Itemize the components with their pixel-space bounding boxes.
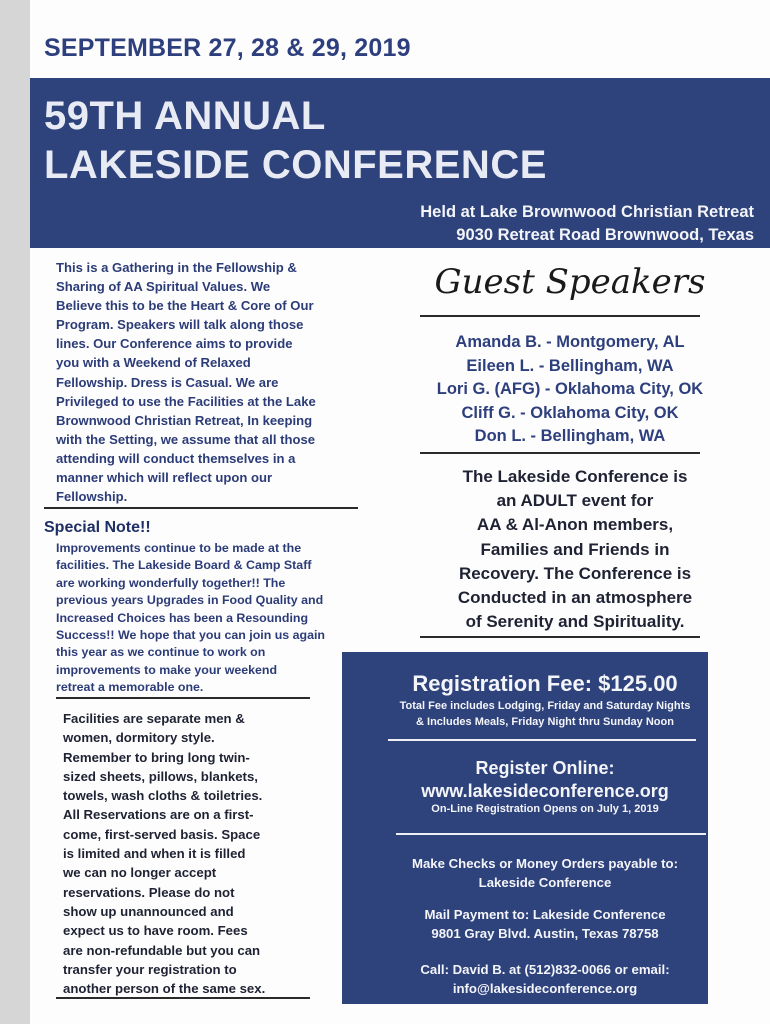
intro-line: This is a Gathering in the Fellowship & [56, 260, 297, 275]
checks-line: Lakeside Conference [478, 874, 612, 890]
divider [44, 507, 358, 509]
note-line: Increased Choices has been a Resounding [56, 610, 309, 625]
online-opens-date: On-Line Registration Opens on July 1, 2019 [431, 803, 659, 815]
facilities-line: All Reservations are on a first- [63, 807, 254, 823]
mail-line: Mail Payment to: Lakeside Conference [424, 907, 666, 922]
note-line: are working wonderfully together!! The [56, 575, 286, 590]
facilities-line: towels, wash cloths & toiletries. [63, 788, 263, 804]
speaker-item: Amanda B. - Montgomery, AL [455, 333, 685, 351]
note-line: Success!! We hope that you can join us again [56, 628, 325, 643]
fee-detail-line: & Includes Meals, Friday Night thru Sunday Noon [416, 715, 674, 728]
speaker-item: Lori G. (AFG) - Oklahoma City, OK [436, 380, 704, 398]
mail-line: 9801 Gray Blvd. Austin, Texas 78758 [431, 925, 659, 941]
call-line: Call: David B. at (512)832-0066 or email: [420, 962, 670, 977]
venue-address: 9030 Retreat Road Brownwood, Texas [456, 226, 754, 244]
speaker-item: Don L. - Bellingham, WA [474, 427, 666, 445]
adult-line: The Lakeside Conference is [462, 467, 688, 486]
fee-details [342, 699, 748, 730]
intro-line: Fellowship. [56, 489, 128, 505]
speaker-item: Eileen L. - Bellingham, WA [466, 356, 674, 375]
facilities-line: are non-refundable but you can [63, 942, 261, 958]
intro-line: Program. Speakers will talk along those [56, 317, 304, 333]
facilities-line: expect us to have room. Fees [63, 923, 248, 939]
speaker-list [400, 331, 740, 449]
adult-line: Conducted in an atmosphere [457, 588, 693, 608]
register-online-heading: Register Online: [475, 758, 615, 778]
facilities-line: sized sheets, pillows, blankets, [63, 768, 258, 784]
checks-info [342, 855, 748, 893]
registration-fee: Registration Fee: $125.00 [412, 671, 678, 696]
adult-line: AA & Al-Anon members, [476, 515, 674, 535]
divider [420, 452, 700, 454]
divider [396, 833, 706, 835]
adult-line: of Serenity and Spirituality. [465, 612, 685, 632]
facilities-line: transfer your registration to [63, 961, 237, 977]
speaker-item: Cliff G. - Oklahoma City, OK [461, 403, 679, 422]
intro-line: Sharing of AA Spiritual Values. We [56, 279, 271, 295]
note-line: previous years Upgrades in Food Quality and [56, 593, 324, 608]
event-dates: SEPTEMBER 27, 28 & 29, 2019 [44, 34, 411, 62]
facilities-line: show up unannounced and [63, 903, 234, 919]
facilities-line: come, first-served basis. Space [63, 826, 261, 842]
registration-url-link[interactable]: www.lakesideconference.org [421, 781, 669, 801]
adult-line: Families and Friends in [480, 539, 670, 559]
divider [420, 315, 700, 317]
intro-line: Fellowship. Dress is Casual. We are [56, 374, 279, 390]
scan-edge [0, 0, 30, 1024]
facilities-line: reservations. Please do not [63, 884, 235, 900]
note-line: this year as we continue to work on [56, 645, 266, 660]
note-line: improvements to make your weekend [56, 662, 278, 677]
checks-line: Make Checks or Money Orders payable to: [411, 856, 679, 871]
facilities-line: is limited and when it is filled [63, 846, 246, 862]
title-line-2: LAKESIDE CONFERENCE [44, 143, 547, 187]
email-link[interactable]: info@lakesideconference.org [452, 980, 638, 996]
note-line: facilities. The Lakeside Board & Camp Staff [56, 558, 312, 573]
facilities-line: Remember to bring long twin- [63, 749, 250, 765]
adult-line: Recovery. The Conference is [458, 563, 692, 583]
facilities-line: women, dormitory style. [63, 730, 215, 746]
note-line: Improvements continue to be made at the [56, 541, 302, 555]
divider [420, 636, 700, 638]
divider [388, 739, 696, 741]
special-note-heading: Special Note!! [44, 519, 151, 536]
intro-line: with the Setting, we assume that all those [56, 431, 316, 447]
facilities-line: Facilities are separate men & [63, 711, 245, 726]
intro-line: you with a Weekend of Relaxed [56, 355, 251, 371]
intro-line: Brownwood Christian Retreat, In keeping [56, 412, 313, 428]
divider [56, 697, 310, 699]
intro-line: lines. Our Conference aims to provide [56, 336, 293, 352]
facilities-paragraph [63, 709, 305, 998]
fee-detail-line: Total Fee includes Lodging, Friday and Saturday Nights [399, 700, 691, 712]
contact-info [342, 961, 748, 999]
facilities-line: we can no longer accept [63, 865, 217, 881]
special-note-body [56, 540, 356, 697]
intro-line: Privileged to use the Facilities at the Lake [56, 393, 316, 409]
intro-line: attending will conduct themselves in a [56, 450, 296, 466]
divider [56, 997, 310, 999]
intro-line: Believe this to be the Heart & Core of Our [56, 298, 314, 314]
facilities-line: another person of the same sex. [63, 981, 266, 997]
intro-line: manner which will reflect upon our [56, 470, 273, 486]
adult-line: an ADULT event for [496, 491, 654, 511]
mail-info [342, 906, 748, 944]
guest-speakers-title: Guest Speakers [434, 262, 706, 302]
intro-paragraph [56, 258, 360, 506]
note-line: retreat a memorable one. [56, 680, 204, 695]
title-line-1: 59TH ANNUAL [44, 94, 326, 138]
adult-event-statement [420, 465, 730, 634]
venue-name: Held at Lake Brownwood Christian Retreat [420, 203, 754, 221]
